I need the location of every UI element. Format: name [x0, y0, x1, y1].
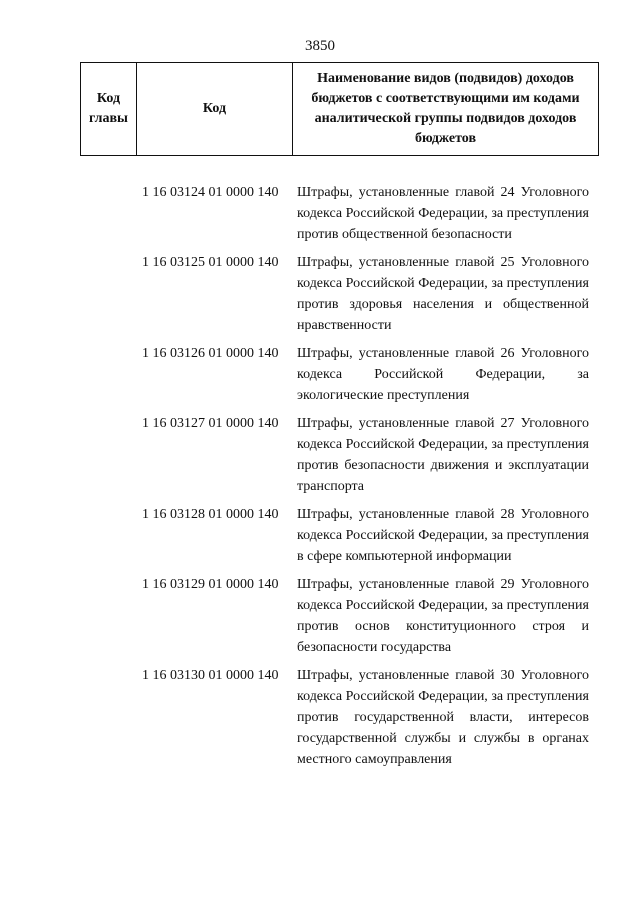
- header-income-name: Наименование видов (подвидов) доходов бюджетов с соответствующими им кодами аналитической группы подвидов доходов бюджетов: [293, 63, 599, 156]
- table-body: [0, 182, 640, 777]
- row-description: Штрафы, установленные главой 27 Уголовного кодекса Российской Федерации, за преступления против безопасности движения и эксплуатации транспорта: [297, 416, 589, 494]
- row-code: 1 16 03124 01 0000 140: [142, 185, 279, 200]
- row-code: 1 16 03126 01 0000 140: [142, 346, 279, 361]
- table-row: [0, 413, 640, 497]
- page-number: 3850: [305, 38, 335, 54]
- row-code: 1 16 03128 01 0000 140: [142, 507, 279, 522]
- row-description: Штрафы, установленные главой 30 Уголовного кодекса Российской Федерации, за преступления против государственной власти, интересов государственной службы и службы в органах местного самоуправления: [297, 668, 589, 767]
- table-row: [0, 182, 640, 245]
- row-description: Штрафы, установленные главой 25 Уголовного кодекса Российской Федерации, за преступления против здоровья населения и общественной нравственности: [297, 255, 589, 333]
- table-row: [0, 252, 640, 336]
- table-row: [0, 343, 640, 406]
- table-header: [80, 62, 599, 156]
- row-code: 1 16 03127 01 0000 140: [142, 416, 279, 431]
- header-chapter-code: Код главы: [81, 63, 137, 156]
- row-description: Штрафы, установленные главой 29 Уголовного кодекса Российской Федерации, за преступления против основ конституционного строя и безопасности государства: [297, 577, 589, 655]
- table-row: [0, 574, 640, 658]
- row-code: 1 16 03130 01 0000 140: [142, 668, 279, 683]
- table-row: [0, 665, 640, 770]
- header-code: Код: [137, 63, 293, 156]
- row-code: 1 16 03125 01 0000 140: [142, 255, 279, 270]
- row-description: Штрафы, установленные главой 26 Уголовного кодекса Российской Федерации, за экологические преступления: [297, 346, 589, 403]
- row-description: Штрафы, установленные главой 28 Уголовного кодекса Российской Федерации, за преступления в сфере компьютерной информации: [297, 507, 589, 564]
- row-description: Штрафы, установленные главой 24 Уголовного кодекса Российской Федерации, за преступления против общественной безопасности: [297, 185, 589, 242]
- row-code: 1 16 03129 01 0000 140: [142, 577, 279, 592]
- table-row: [0, 504, 640, 567]
